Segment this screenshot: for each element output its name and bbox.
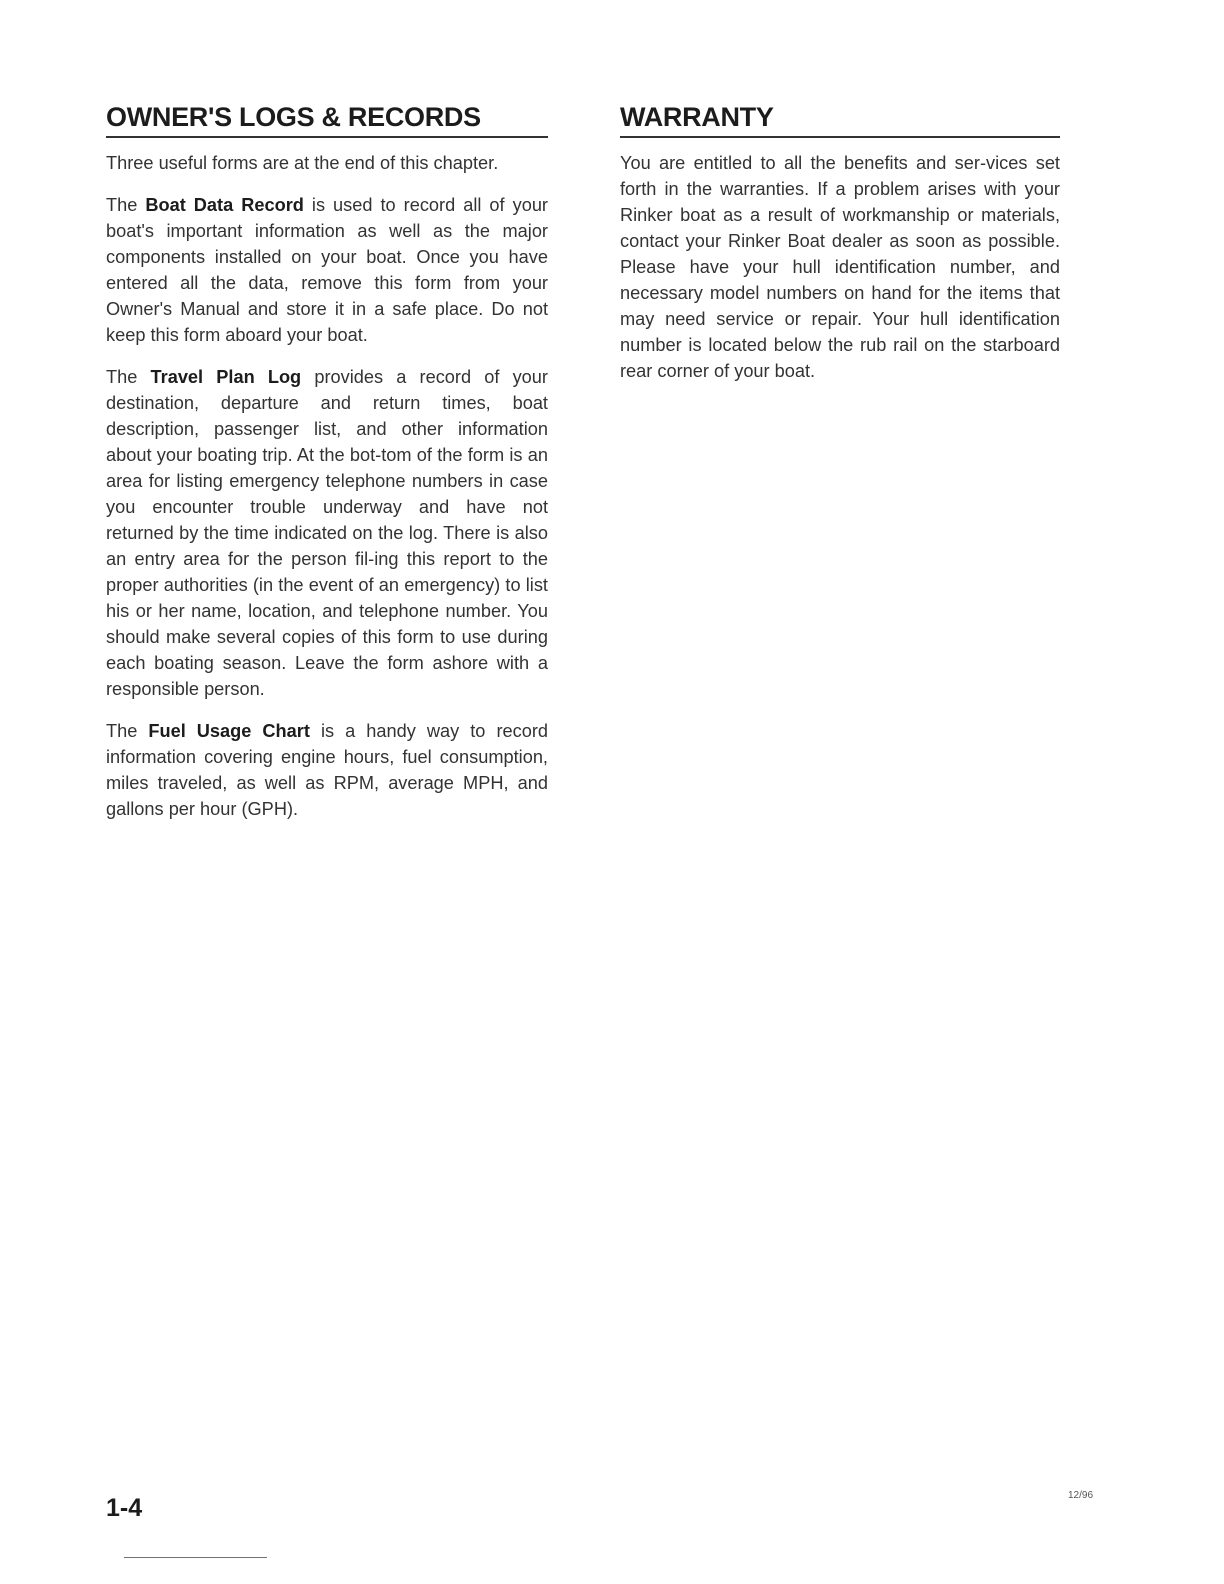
boat-data-record-paragraph <box>106 192 548 348</box>
warranty-paragraph: You are entitled to all the benefits and ser-vices set forth in the warranties. If a problem arises with your Rinker boat as a result of workmanship or materials, contact your Rinker Boat dealer as soon as possible. Please have your hull identification number, and necessary model numbers on hand for the items that may need service or repair. Your hull identification number is located below the rub rail on the starboard rear corner of your boat. <box>620 153 1060 381</box>
intro-paragraph: Three useful forms are at the end of this chapter. <box>106 153 499 173</box>
page-number: 1-4 <box>106 1494 143 1522</box>
travel-plan-log-paragraph <box>106 364 548 702</box>
paragraph-body: is used to record all of your boat's important information as well as the major components installed on your boat. Once you have entered all the data, remove this form from your Owner's Manual and store it in a safe place. Do not keep this form aboard your boat. <box>106 195 548 345</box>
paragraph-lead: The <box>106 367 151 387</box>
paragraph-lead: The <box>106 721 149 741</box>
paragraph-body: provides a record of your destination, departure and return times, boat description, passenger list, and other information about your boating trip. At the bot-tom of the form is an area for listing emergency telephone numbers in case you encounter trouble underway and have not returned by the time indicated on the log. There is also an entry area for the person fil-ing this report to the proper authorities (in the event of an emergency) to list his or her name, location, and telephone number. You should make several copies of this form to use during each boating season. Leave the form ashore with a responsible person. <box>106 367 548 699</box>
owners-logs-heading: OWNER'S LOGS & RECORDS <box>106 100 548 138</box>
fuel-usage-chart-term: Fuel Usage Chart <box>148 721 310 741</box>
date-code: 12/96 <box>1068 1490 1094 1501</box>
warranty-heading: WARRANTY <box>620 100 1060 138</box>
footer-rule <box>124 1557 267 1558</box>
boat-data-record-term: Boat Data Record <box>145 195 304 215</box>
right-column <box>620 100 1060 384</box>
travel-plan-log-term: Travel Plan Log <box>150 367 302 387</box>
paragraph-body: is a handy way to record information covering engine hours, fuel consumption, miles traveled, as well as RPM, average MPH, and gallons per hour (GPH). <box>106 721 548 819</box>
paragraph-lead: The <box>106 195 146 215</box>
left-column <box>106 100 548 822</box>
fuel-usage-chart-paragraph <box>106 718 548 822</box>
